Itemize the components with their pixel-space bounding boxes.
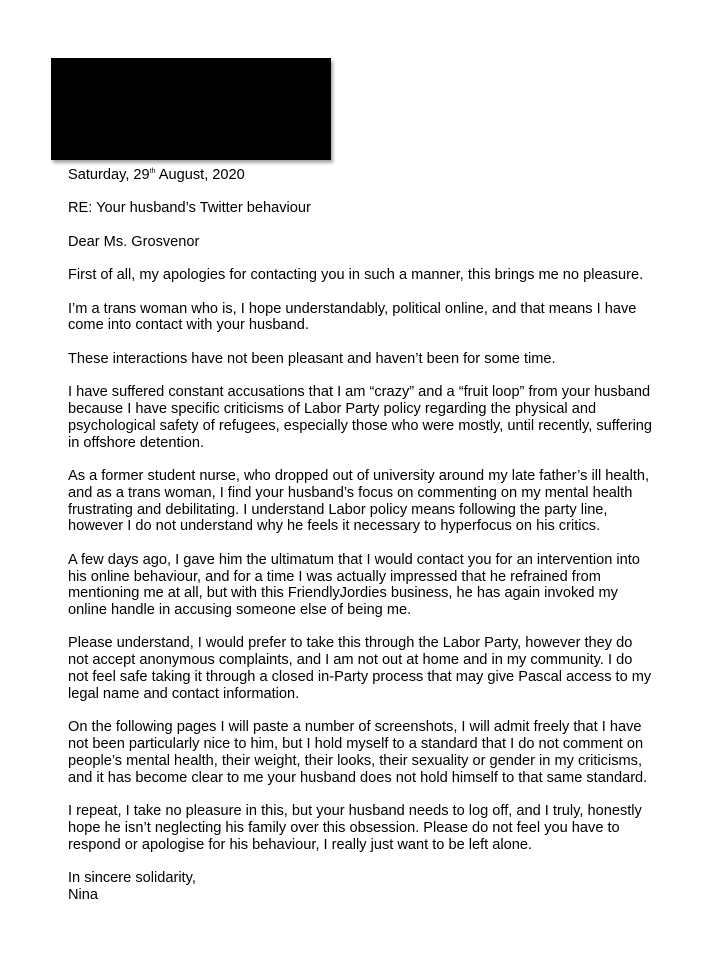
letter-paragraph: I’m a trans woman who is, I hope understandably, political online, and that means I have come into contact with your husband. (68, 300, 637, 334)
redaction-block (51, 58, 331, 160)
letter-paragraph: First of all, my apologies for contacting you in such a manner, this brings me no pleasure. (68, 267, 644, 284)
letter-signature: Nina (68, 886, 99, 903)
letter-paragraph: A few days ago, I gave him the ultimatum that I would contact you for an intervention into his online behaviour, and for a time I was actually impressed that he refrained from mentioning me at all, but with this FriendlyJordies business, he has again invoked my online handle in accusing someone else of being me. (68, 551, 640, 619)
letter-closing: In sincere solidarity, (68, 870, 196, 887)
letter-paragraph: I repeat, I take no pleasure in this, but your husband needs to log off, and I truly, honestly hope he isn’t neglecting his family over this obsession. Please do not feel you have to respond or apologise for his behaviour, I really just want to be left alone. (68, 803, 642, 853)
letter-body (68, 167, 658, 904)
letter-paragraph: As a former student nurse, who dropped out of university around my late father’s ill health, and as a trans woman, I find your husband’s focus on commenting on my mental health frustrating and debilitating. I understand Labor policy means following the party line, however I do not understand why he feels it necessary to hyperfocus on his critics. (68, 467, 650, 535)
letter-paragraph: These interactions have not been pleasant and haven’t been for some time. (68, 350, 556, 367)
letter-paragraph: I have suffered constant accusations that I am “crazy” and a “fruit loop” from your husband because I have specific criticisms of Labor Party policy regarding the physical and psychological safety of refugees, especially those who were mostly, until recently, suffering in offshore detention. (68, 384, 653, 451)
letter-date: Saturday, 29th August, 2020 (68, 167, 245, 183)
letter-subject: RE: Your husband’s Twitter behaviour (68, 200, 311, 217)
letter-paragraph: On the following pages I will paste a number of screenshots, I will admit freely that I have not been particularly nice to him, but I hold myself to a standard that I do not comment on people’s mental health, their weight, their looks, their sexuality or gender in my criticisms, and it has become clear to me your husband does not hold himself to that same standard. (68, 719, 648, 786)
letter-paragraph: Please understand, I would prefer to take this through the Labor Party, however they do not accept anonymous complaints, and I am not out at home and in my community. I do not feel safe taking it through a closed in-Party process that may give Pascal access to my legal name and contact information. (68, 635, 652, 702)
date-suffix: th (149, 168, 156, 175)
letter-salutation: Dear Ms. Grosvenor (68, 233, 200, 250)
